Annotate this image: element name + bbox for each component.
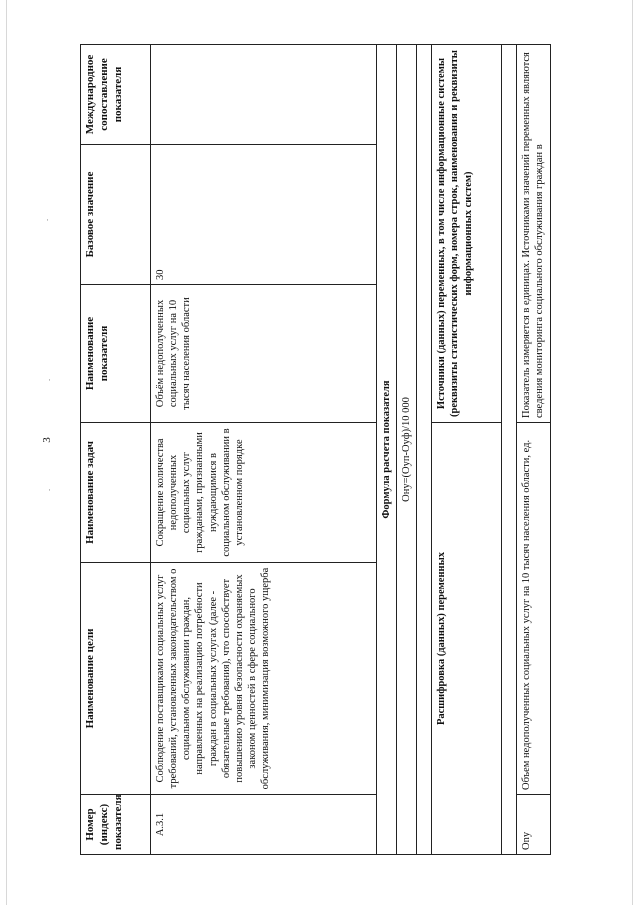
header-base-value: Базовое значение: [81, 145, 151, 285]
spacer-cell: [502, 45, 517, 855]
variable-description: Объем недополученных социальных услуг на 10 тысяч населения области, ед.: [517, 423, 550, 795]
cell-indicator: Объём недополученных социальных услуг на 10 тысяч населения области: [151, 285, 377, 423]
header-index: Номер (индекс) показателя: [81, 795, 151, 855]
scan-speck: ·: [48, 485, 51, 495]
spacer-row: [502, 45, 517, 855]
table-row: [151, 45, 377, 855]
formula-title: Формула расчета показателя: [377, 45, 397, 855]
page-number: 3: [40, 437, 53, 443]
decoding-header-row: [432, 45, 502, 855]
header-row: [81, 45, 151, 855]
header-intl: Международное сопоставление показателя: [81, 45, 151, 145]
scan-edge-left: [6, 0, 7, 905]
header-indicator: Наименование показателя: [81, 285, 151, 423]
spacer-row: [417, 45, 432, 855]
rotated-table-wrapper: [80, 45, 546, 855]
formula: Онy=(Оyп-Оyф)/10 000: [397, 45, 417, 855]
formula-title-row: [377, 45, 397, 855]
header-task: Наименование задач: [81, 423, 151, 563]
variable-source: Показатель измеряется в единицах. Источниками значений переменных являются сведения мониторинга социального обслуживания граждан в: [517, 45, 550, 423]
cell-goal: Соблюдение поставщиками социальных услуг требований, установленных законодательством о социальном обслуживании граждан, направленных на реализацию потребности граждан в социальных услугах (далее - обязательные требования), что способствует повышению уровня безопасности охраняемых законом ценностей в сфере социального обслуживания, минимизация возможного ущерба: [151, 563, 377, 795]
scan-speck: ·: [46, 215, 49, 225]
cell-index: А.3.1: [151, 795, 377, 855]
decoding-title: Расшифровка (данных) переменных: [432, 423, 502, 855]
scan-speck: ·: [48, 375, 51, 385]
cell-task: Сокращение количества недополученных социальных услуг гражданами, признанными нуждающимися в социальном обслуживании в установленном порядке: [151, 423, 377, 563]
cell-intl: [151, 45, 377, 145]
header-goal: Наименование цели: [81, 563, 151, 795]
cell-base-value: 30: [151, 145, 377, 285]
indicator-table: [80, 44, 551, 855]
formula-row: [397, 45, 417, 855]
spacer-cell: [417, 45, 432, 855]
scan-edge-right: [632, 0, 633, 905]
variable-row: [517, 45, 550, 855]
sources-title: Источники (данных) переменных, в том числе информационные системы (реквизиты статистических форм, номера строк, наименования и реквизиты информационных систем): [432, 45, 502, 423]
variable-code: Оny: [517, 795, 550, 855]
